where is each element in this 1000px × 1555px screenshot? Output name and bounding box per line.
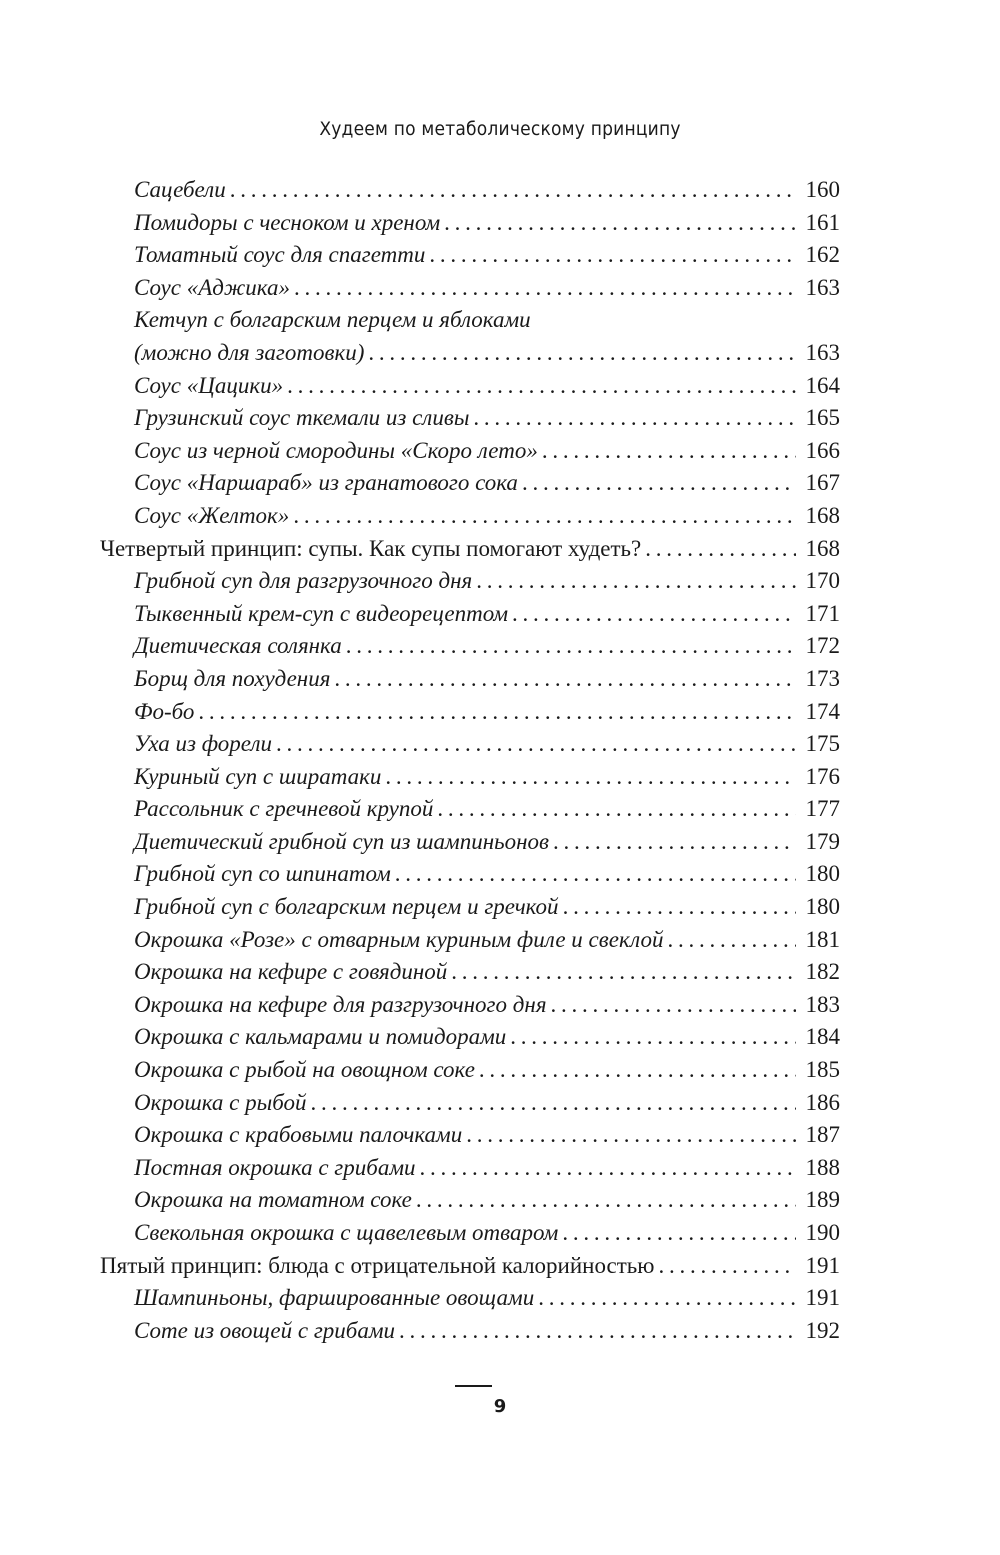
toc-entry <box>100 1087 840 1120</box>
dot-leader <box>276 728 796 761</box>
toc-entry-page: 183 <box>805 991 840 1017</box>
toc-entry-title: Кетчуп с болгарским перцем и яблоками <box>134 307 531 333</box>
dot-leader <box>429 239 796 272</box>
dot-leader <box>294 272 796 305</box>
toc-entry <box>100 565 840 598</box>
toc-entry-page: 160 <box>805 177 840 202</box>
page-number: 9 <box>493 1396 507 1417</box>
toc-entry-page: 188 <box>805 1154 840 1180</box>
toc-entry-title: Соус «Желток» <box>134 502 290 528</box>
toc-entry-page: 190 <box>805 1220 840 1245</box>
toc-entry-title: Соте из овощей с грибами <box>134 1317 396 1343</box>
toc-entry-page: 165 <box>805 405 840 431</box>
toc-entry-title: Окрошка с рыбой <box>134 1089 307 1115</box>
toc-entry-page: 166 <box>805 437 840 463</box>
toc-entry <box>100 891 840 924</box>
dot-leader <box>198 696 796 729</box>
toc-entry-page: 175 <box>805 731 840 757</box>
toc-entry <box>100 1021 840 1054</box>
dot-leader <box>563 891 796 924</box>
dot-leader <box>416 1184 796 1217</box>
toc-entry-title: Постная окрошка с грибами <box>134 1154 416 1180</box>
toc-entry <box>100 337 840 370</box>
dot-leader <box>658 1250 796 1283</box>
dot-leader <box>522 467 796 500</box>
toc-entry-page: 181 <box>805 926 840 952</box>
toc-entry-page: 179 <box>805 828 840 854</box>
toc-entry-title: Шампиньоны, фаршированные овощами <box>134 1285 535 1311</box>
dot-leader <box>230 174 796 207</box>
dot-leader <box>399 1315 796 1348</box>
toc-entry <box>100 174 840 207</box>
toc-entry-title: Грузинский соус ткемали из сливы <box>134 405 470 431</box>
toc-entry-page: 174 <box>805 698 840 724</box>
toc-entry <box>100 793 840 826</box>
toc-entry-page: 189 <box>805 1187 840 1213</box>
toc-entry-title: Куриный суп с ширатаки <box>134 763 382 789</box>
toc-entry-title: Сацебели <box>134 177 226 202</box>
toc-entry <box>100 924 840 957</box>
toc-entry-page: 173 <box>805 665 840 691</box>
toc-entry-page: 168 <box>805 535 840 561</box>
dot-leader <box>385 761 796 794</box>
toc-entry <box>100 304 840 337</box>
toc-entry <box>100 826 840 859</box>
toc-entry <box>100 435 840 468</box>
toc-entry-title: Диетическая солянка <box>134 633 342 659</box>
dot-leader <box>512 598 796 631</box>
toc-entry-page: 161 <box>805 209 840 235</box>
toc-entry-page: 180 <box>805 894 840 920</box>
toc-entry-page: 170 <box>805 568 840 594</box>
dot-leader <box>476 565 796 598</box>
toc-entry-page: 180 <box>805 861 840 887</box>
dot-leader <box>466 1119 796 1152</box>
toc-entry <box>100 598 840 631</box>
toc-entry-title: Пятый принцип: блюда с отрицательной калорийностью <box>100 1252 655 1278</box>
dot-leader <box>451 956 796 989</box>
toc-entry <box>100 1184 840 1217</box>
dot-leader <box>310 1087 796 1120</box>
dot-leader <box>420 1152 796 1185</box>
toc-entry <box>100 239 840 272</box>
toc-entry <box>100 858 840 891</box>
toc-entry <box>100 402 840 435</box>
dot-leader <box>553 826 796 859</box>
toc-entry-page: 176 <box>805 763 840 789</box>
dot-leader <box>542 435 796 468</box>
toc-entry <box>100 728 840 761</box>
toc-entry <box>100 1217 840 1250</box>
toc-entry-page: 187 <box>805 1122 840 1148</box>
toc-entry <box>100 761 840 794</box>
toc-entry-title: Томатный соус для спагетти <box>134 242 426 268</box>
toc-entry-page: 184 <box>805 1024 840 1050</box>
toc-entry-page: 163 <box>805 339 840 365</box>
toc-entry-title: Окрошка «Розе» с отварным куриным филе и свеклой <box>134 926 664 952</box>
toc-entry <box>100 1152 840 1185</box>
toc-entry-title: Окрошка на кефире для разгрузочного дня <box>134 991 547 1017</box>
toc-entry-title: Рассольник с гречневой крупой <box>134 796 434 822</box>
toc-entry-page: 177 <box>805 796 840 822</box>
toc-entry-page: 186 <box>805 1089 840 1115</box>
dot-leader <box>473 402 796 435</box>
dot-leader <box>479 1054 796 1087</box>
toc-entry <box>100 630 840 663</box>
toc-entry-title: Свекольная окрошка с щавелевым отваром <box>134 1220 559 1245</box>
toc-entry-title: Окрошка на томатном соке <box>134 1187 412 1213</box>
toc-entry-page: 168 <box>805 502 840 528</box>
dot-leader <box>551 989 796 1022</box>
running-head: Худеем по метаболическому принципу <box>319 118 681 140</box>
dot-leader <box>293 500 796 533</box>
dot-leader <box>395 858 796 891</box>
toc-entry-page: 185 <box>805 1057 840 1083</box>
dot-leader <box>287 370 796 403</box>
dot-leader <box>645 533 796 566</box>
toc-entry-page: 163 <box>805 274 840 300</box>
toc-entry-title: Соус «Наршараб» из гранатового сока <box>134 470 518 496</box>
dot-leader <box>368 337 796 370</box>
dot-leader <box>562 1217 796 1250</box>
toc-entry <box>100 272 840 305</box>
toc-entry-title: Диетический грибной суп из шампиньонов <box>134 828 549 854</box>
toc-entry-title: Уха из форели <box>134 731 272 757</box>
toc-entry <box>100 1282 840 1315</box>
dot-leader <box>444 207 796 240</box>
toc-entry <box>100 467 840 500</box>
toc-entry-page: 171 <box>805 600 840 626</box>
toc-chapter-entry <box>100 1250 840 1283</box>
toc-entry-title: Борщ для похудения <box>134 665 331 691</box>
toc-entry-title: Тыквенный крем-суп с видеорецептом <box>134 600 509 626</box>
toc-entry <box>100 207 840 240</box>
toc-entry <box>100 370 840 403</box>
dot-leader <box>667 924 796 957</box>
toc-chapter-entry <box>100 533 840 566</box>
toc-entry <box>100 1054 840 1087</box>
dot-leader <box>538 1282 796 1315</box>
toc-entry-title: Окрошка с кальмарами и помидорами <box>134 1024 507 1050</box>
toc-entry-page: 192 <box>805 1317 840 1343</box>
toc-entry <box>100 956 840 989</box>
toc-entry-title: Четвертый принцип: супы. Как супы помогают худеть? <box>100 535 642 561</box>
toc-entry-title: Фо-бо <box>134 698 195 724</box>
toc-entry-page: 191 <box>805 1285 840 1311</box>
toc-entry-title: Окрошка на кефире с говядиной <box>134 959 448 985</box>
toc-entry-page: 191 <box>805 1252 840 1278</box>
dot-leader <box>334 663 796 696</box>
dot-leader <box>437 793 796 826</box>
toc-entry <box>100 500 840 533</box>
toc-entry <box>100 989 840 1022</box>
toc-entry <box>100 696 840 729</box>
toc-entry-page: 172 <box>805 633 840 659</box>
toc-entry-title: Грибной суп с болгарским перцем и гречкой <box>134 894 559 920</box>
toc-entry-title: Грибной суп для разгрузочного дня <box>134 568 473 594</box>
toc-entry-title: Грибной суп со шпинатом <box>134 861 391 887</box>
toc-entry-title: Соус «Цацики» <box>134 372 284 398</box>
dot-leader <box>510 1021 796 1054</box>
toc-entry-title: (можно для заготовки) <box>134 339 365 365</box>
toc-entry-page: 162 <box>805 242 840 268</box>
toc-entry-page: 164 <box>805 372 840 398</box>
toc-entry-title: Окрошка с крабовыми палочками <box>134 1122 463 1148</box>
toc-entry-title: Окрошка с рыбой на овощном соке <box>134 1057 475 1083</box>
toc-entry-title: Соус «Аджика» <box>134 274 290 300</box>
toc-entry <box>100 1315 840 1348</box>
toc-entry-title: Соус из черной смородины «Скоро лето» <box>134 437 538 463</box>
toc-entry-title: Помидоры с чесноком и хреном <box>134 209 441 235</box>
table-of-contents <box>100 174 840 1347</box>
folio-rule <box>455 1385 492 1387</box>
toc-entry-page: 167 <box>805 470 840 496</box>
toc-entry <box>100 663 840 696</box>
toc-entry <box>100 1119 840 1152</box>
dot-leader <box>346 630 796 663</box>
toc-entry-page: 182 <box>805 959 840 985</box>
